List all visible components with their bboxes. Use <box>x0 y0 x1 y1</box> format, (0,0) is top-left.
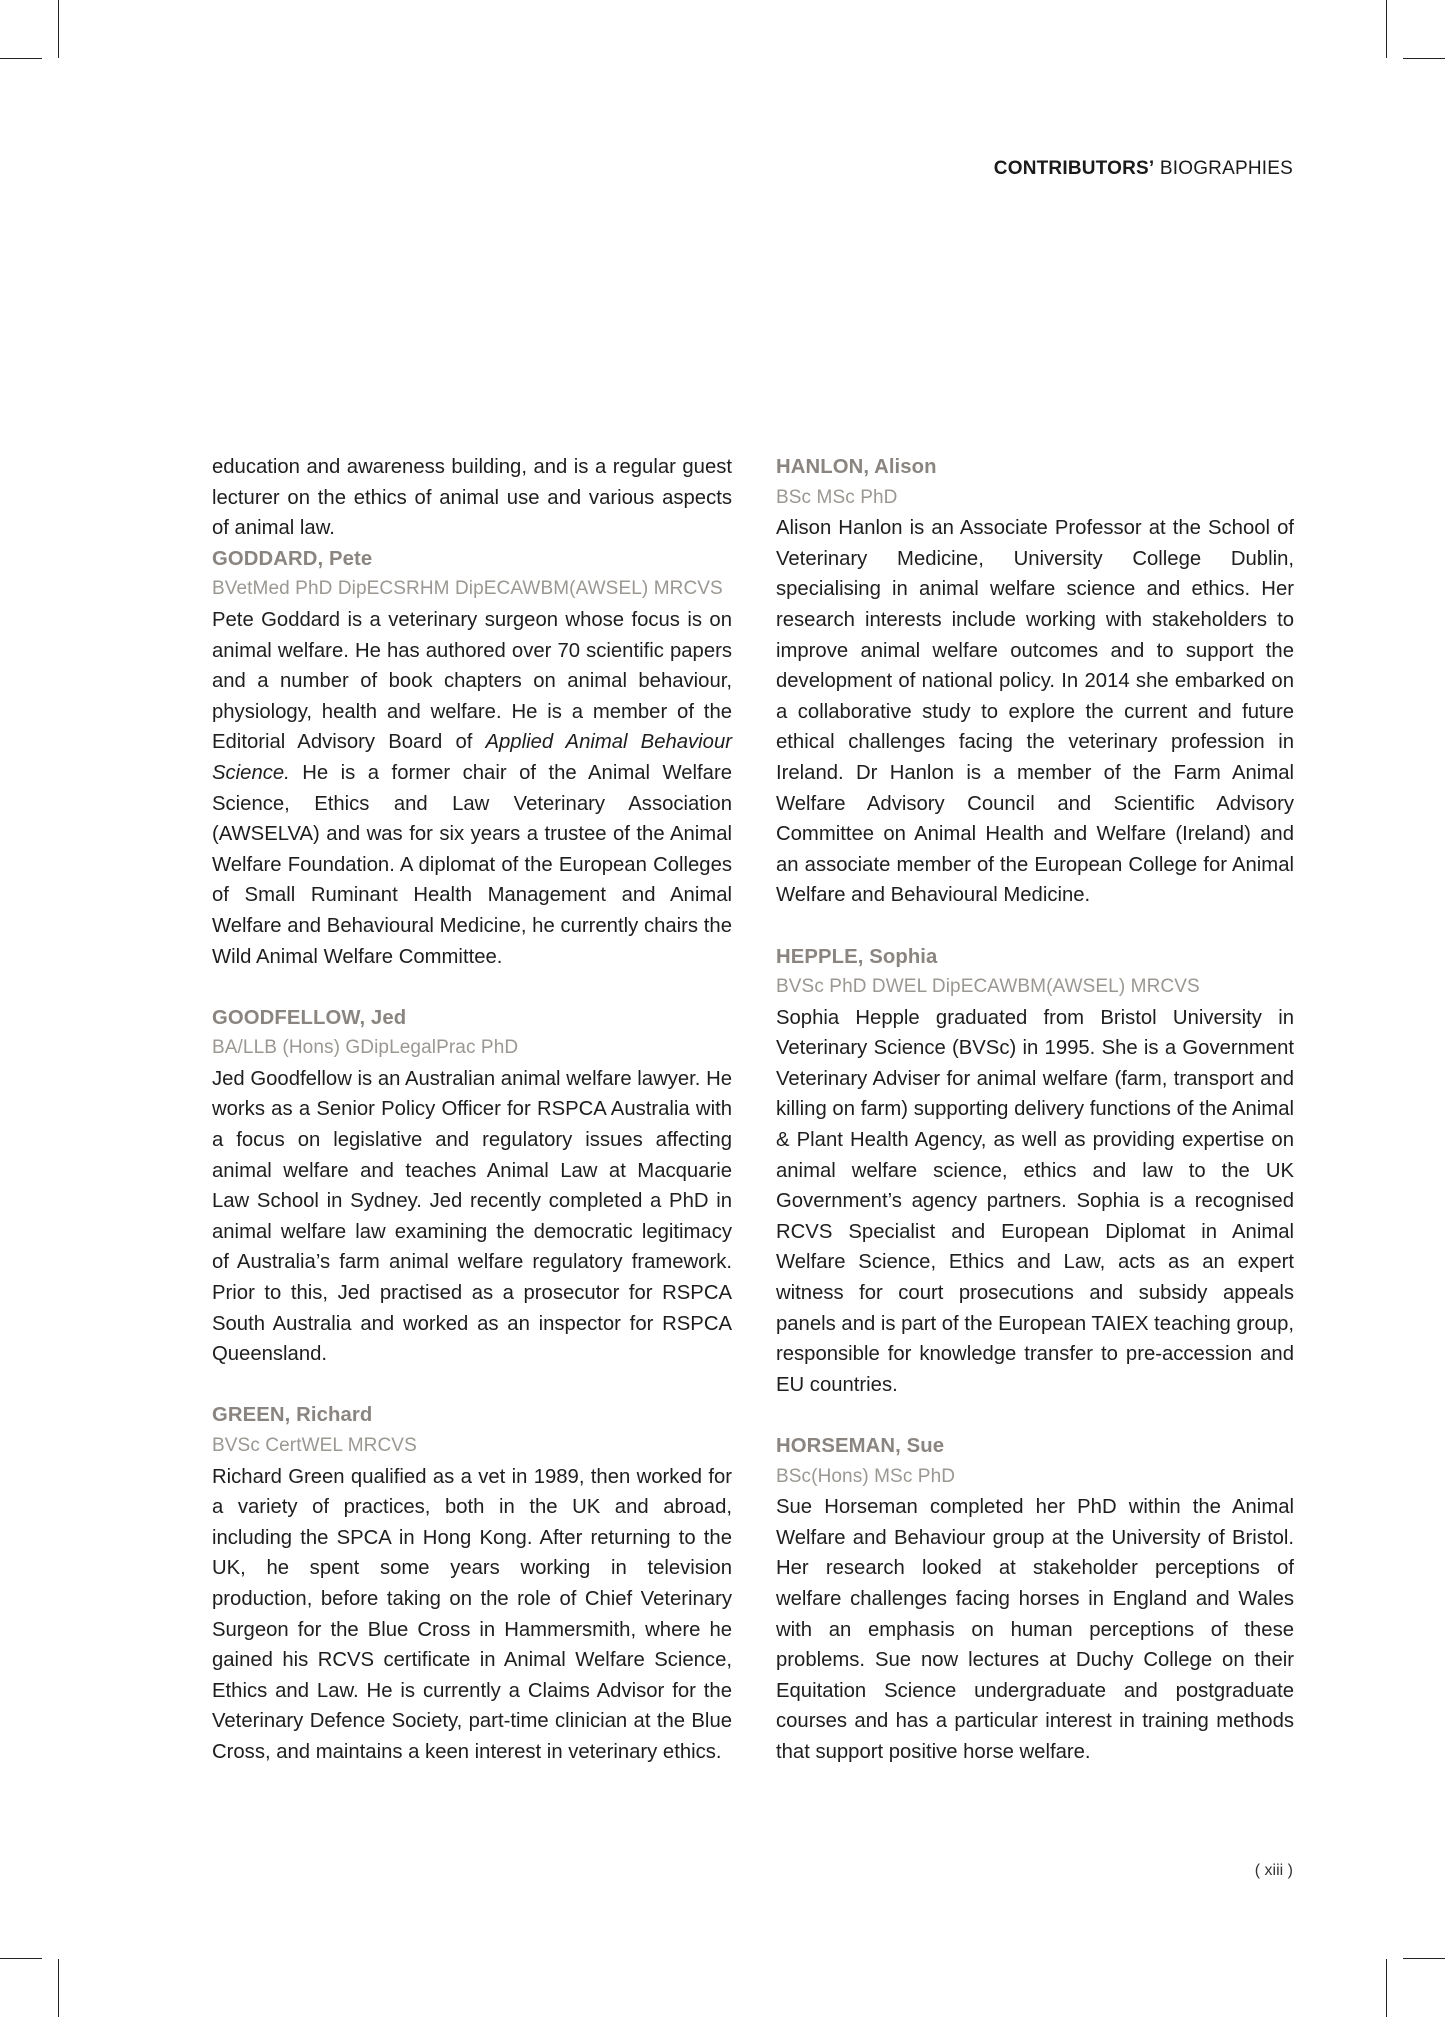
contributor-name: HEPPLE, Sophia <box>776 945 938 968</box>
crop-mark <box>1386 1959 1387 2017</box>
biography-entry <box>212 544 732 972</box>
crop-mark <box>0 58 42 59</box>
running-header-light: BIOGRAPHIES <box>1154 158 1293 179</box>
contributor-credentials: BSc MSc PhD <box>776 486 898 508</box>
contributor-bio <box>212 605 732 972</box>
page-number: ( xiii ) <box>1254 1862 1293 1879</box>
bio-text: Pete Goddard is a veterinary surgeon whose focus is on animal welfare. He has authored over 70 scientific papers and a number of book chapters on animal behaviour, physiology, health and welfare. He is a member of the Editorial Advisory Board of <box>212 608 732 754</box>
crop-mark <box>58 1959 59 2017</box>
crop-mark <box>58 0 59 58</box>
contributor-credentials: BVSc PhD DWEL DipECAWBM(AWSEL) MRCVS <box>776 976 1200 998</box>
contributor-bio: Jed Goodfellow is an Australian animal welfare lawyer. He works as a Senior Policy Officer for RSPCA Australia with a focus on legislative and regulatory issues affecting animal welfare and teaches Animal Law at Macquarie Law School in Sydney. Jed recently completed a PhD in animal welfare law examining the democratic legitimacy of Australia’s farm animal welfare regulatory framework. Prior to this, Jed practised as a prosecutor for RSPCA South Australia and worked as an inspector for RSPCA Queensland. <box>212 1067 732 1366</box>
running-header-strong: CONTRIBUTORS’ <box>993 158 1155 179</box>
contributor-name: GREEN, Richard <box>212 1404 373 1427</box>
biography-entry <box>212 1400 732 1767</box>
biography-entry <box>212 1003 732 1370</box>
running-header <box>994 158 1293 180</box>
contributor-bio: Sophia Hepple graduated from Bristol University in Veterinary Science (BVSc) in 1995. She is a Government Veterinary Adviser for animal welfare (farm, transport and killing on farm) supporting delivery functions of the Animal & Plant Health Agency, as well as providing expertise on animal welfare science, ethics and law to the UK Government’s agency partners. Sophia is a recognised RCVS Specialist and European Diplomat in Animal Welfare Science, Ethics and Law, acts as an expert witness for court prosecutions and subsidy appeals panels and is part of the European TAIEX teaching group, responsible for knowledge transfer to pre-accession and EU countries. <box>776 1006 1294 1396</box>
right-column <box>776 452 1294 1798</box>
contributor-name: GOODFELLOW, Jed <box>212 1006 407 1029</box>
contributor-name: HANLON, Alison <box>776 456 937 478</box>
contributor-name: GODDARD, Pete <box>212 547 373 570</box>
contributor-credentials: BSc(Hons) MSc PhD <box>776 1465 956 1487</box>
biography-entry <box>776 1431 1294 1768</box>
crop-mark <box>1403 1958 1445 1959</box>
contributor-name: HORSEMAN, Sue <box>776 1435 945 1457</box>
continued-bio: education and awareness building, and is a regular guest lecturer on the ethics of animal use and various aspects of animal law. <box>212 456 732 540</box>
crop-mark <box>1403 58 1445 59</box>
left-column <box>212 452 732 1798</box>
contributor-credentials: BVSc CertWEL MRCVS <box>212 1435 417 1456</box>
biography-entry <box>776 452 1294 911</box>
contributor-bio: Alison Hanlon is an Associate Professor at the School of Veterinary Medicine, University College Dublin, specialising in animal welfare science and ethics. Her research interests include working with stakeholders to improve animal welfare outcomes and to support the development of national policy. In 2014 she embarked on a collaborative study to explore the current and future ethical challenges facing the veterinary profession in Ireland. Dr Hanlon is a member of the Farm Animal Welfare Advisory Council and Scientific Advisory Committee on Animal Health and Welfare (Ireland) and an associate member of the European College for Animal Welfare and Behavioural Medicine. <box>776 517 1294 907</box>
crop-mark <box>1386 0 1387 58</box>
journal-title: Applied Animal Behaviour Science. <box>212 731 732 784</box>
crop-mark <box>0 1958 42 1959</box>
contributor-credentials: BA/LLB (Hons) GDipLegalPrac PhD <box>212 1037 519 1059</box>
biography-entry <box>776 942 1294 1401</box>
contributor-bio: Richard Green qualified as a vet in 1989, then worked for a variety of practices, both in the UK and abroad, including the SPCA in Hong Kong. After returning to the UK, he spent some years working in television production, before taking on the role of Chief Veterinary Surgeon for the Blue Cross in Hammersmith, where he gained his RCVS certificate in Animal Welfare Science, Ethics and Law. He is currently a Claims Advisor for the Veterinary Defence Society, part-time clinician at the Blue Cross, and maintains a keen interest in veterinary ethics. <box>212 1465 732 1763</box>
bio-text: He is a former chair of the Animal Welfare Science, Ethics and Law Veterinary Association (AWSELVA) and was for six years a trustee of the Animal Welfare Foundation. A diplomat of the European Colleges of Small Ruminant Health Management and Animal Welfare and Behavioural Medicine, he currently chairs the Wild Animal Welfare Committee. <box>212 761 732 968</box>
contributor-bio: Sue Horseman completed her PhD within the Animal Welfare and Behaviour group at the University of Bristol. Her research looked at stakeholder perceptions of welfare challenges facing horses in England and Wales with an emphasis on human perceptions of these problems. Sue now lectures at Duchy College on their Equitation Science undergraduate and postgraduate courses and has a particular interest in training methods that support positive horse welfare. <box>776 1496 1294 1763</box>
contributor-credentials: BVetMed PhD DipECSRHM DipECAWBM(AWSEL) MRCVS <box>212 578 723 600</box>
